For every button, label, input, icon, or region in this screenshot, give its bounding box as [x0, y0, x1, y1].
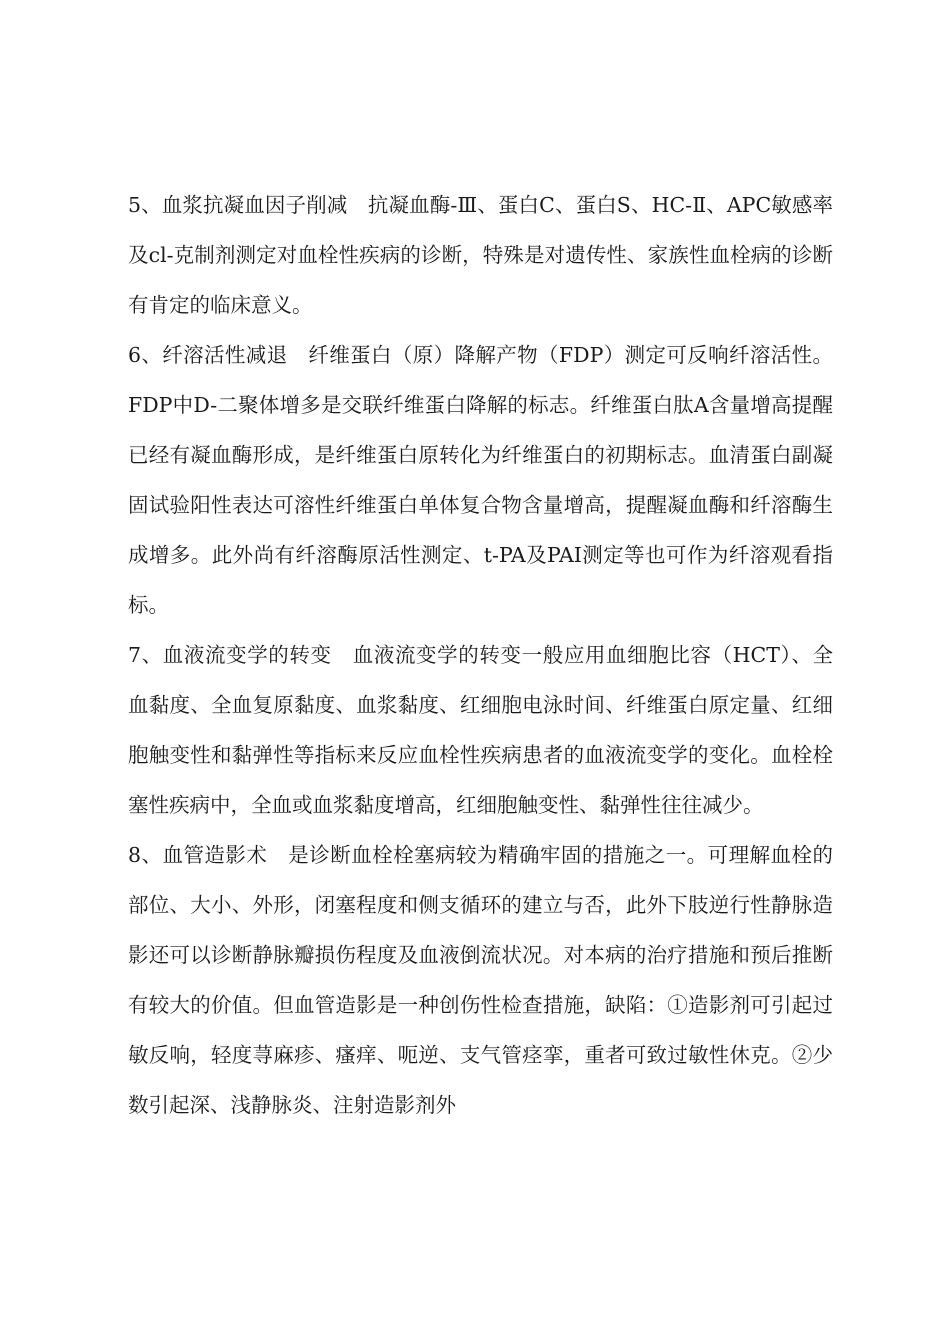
paragraph-5-plasma-anticoagulant: 5、血浆抗凝血因子削减 抗凝血酶-Ⅲ、蛋白C、蛋白S、HC-Ⅱ、APC敏感率及cl-克制剂测定对血栓性疾病的诊断，特殊是对遗传性、家族性血栓病的诊断有肯定的临床意义。 [128, 193, 833, 317]
paragraph-8-angiography: 8、血管造影术 是诊断血栓栓塞病较为精确牢固的措施之一。可理解血栓的部位、大小、外形，闭塞程度和侧支循环的建立与否，此外下肢逆行性静脉造影还可以诊断静脉瓣损伤程度及血液倒流状况。对本病的治疗措施和预后推断有较大的价值。但血管造影是一种创伤性检查措施，缺陷：①造影剂可引起过敏反响，轻度荨麻疹、瘙痒、呃逆、支气管痉挛，重者可致过敏性休克。②少数引起深、浅静脉炎、注射造影剂外 [128, 843, 833, 1117]
document-body [128, 180, 833, 1130]
paragraph-6-fibrinolysis: 6、纤溶活性减退 纤维蛋白（原）降解产物（FDP）测定可反响纤溶活性。FDP中D-二聚体增多是交联纤维蛋白降解的标志。纤维蛋白肽A含量增高提醒已经有凝血酶形成，是纤维蛋白原转化为纤维蛋白的初期标志。血清蛋白副凝固试验阳性表达可溶性纤维蛋白单体复合物含量增高，提醒凝血酶和纤溶酶生成增多。此外尚有纤溶酶原活性测定、t-PA及PAI测定等也可作为纤溶观看指标。 [128, 343, 833, 617]
paragraph-7-hemorheology: 7、血液流变学的转变 血液流变学的转变一般应用血细胞比容（HCT）、全血黏度、全血复原黏度、血浆黏度、红细胞电泳时间、纤维蛋白原定量、红细胞触变性和黏弹性等指标来反应血栓性疾病患者的血液流变学的变化。血栓栓塞性疾病中，全血或血浆黏度增高，红细胞触变性、黏弹性往往减少。 [128, 643, 833, 817]
